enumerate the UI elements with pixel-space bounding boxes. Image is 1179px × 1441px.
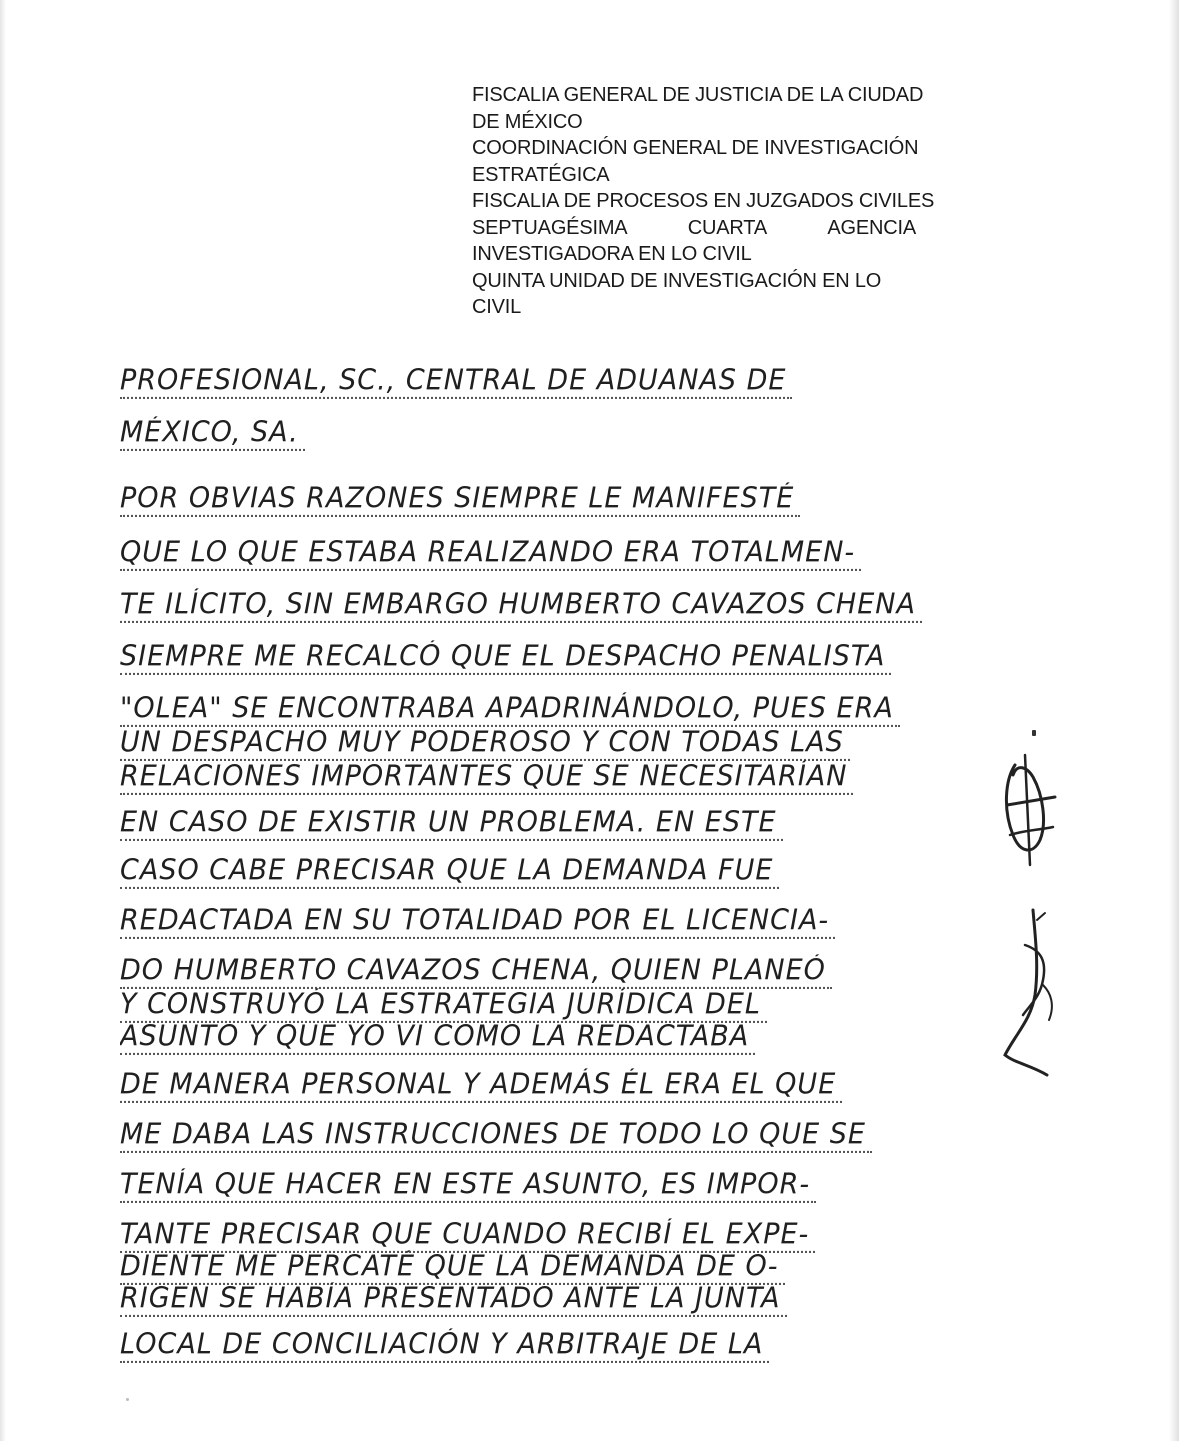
header-word-agencia: AGENCIA — [827, 216, 916, 239]
header-line-6 — [472, 215, 916, 242]
handwritten-line: UN DESPACHO MUY PODEROSO Y CON TODAS LAS — [120, 726, 950, 761]
handwritten-line: RIGEN SE HABÍA PRESENTADO ANTE LA JUNTA — [120, 1282, 950, 1317]
handwritten-line: POR OBVIAS RAZONES SIEMPRE LE MANIFESTÉ — [120, 482, 950, 517]
handwritten-line: MÉXICO, SA. — [120, 416, 950, 451]
handwritten-line: EN CASO DE EXISTIR UN PROBLEMA. EN ESTE — [120, 806, 950, 841]
header-line-4: ESTRATÉGICA — [472, 163, 610, 186]
handwritten-line: TANTE PRECISAR QUE CUANDO RECIBÍ EL EXPE- — [120, 1218, 950, 1253]
handwritten-line: LOCAL DE CONCILIACIÓN Y ARBITRAJE DE LA — [120, 1328, 950, 1363]
handwritten-line: QUE LO QUE ESTABA REALIZANDO ERA TOTALMEN- — [120, 536, 950, 571]
handwritten-line: CASO CABE PRECISAR QUE LA DEMANDA FUE — [120, 854, 950, 889]
header-line-9: CIVIL — [472, 296, 522, 318]
header-line-8: QUINTA UNIDAD DE INVESTIGACIÓN EN LO — [472, 269, 882, 292]
handwritten-line: ASUNTO Y QUE YO VI COMO LA REDACTABA — [120, 1020, 950, 1055]
header-line-5: FISCALIA DE PROCESOS EN JUZGADOS CIVILES — [472, 190, 935, 212]
handwritten-line: DO HUMBERTO CAVAZOS CHENA, QUIEN PLANEÓ — [120, 954, 950, 989]
institution-header — [472, 82, 935, 321]
signature-icon — [985, 735, 1085, 1095]
page-edge-left — [0, 0, 6, 1441]
handwritten-line: DE MANERA PERSONAL Y ADEMÁS ÉL ERA EL QUE — [120, 1068, 950, 1103]
handwritten-line: RELACIONES IMPORTANTES QUE SE NECESITARÍAN — [120, 760, 950, 795]
handwritten-line: PROFESIONAL, SC., CENTRAL DE ADUANAS DE — [120, 364, 950, 399]
stray-dot — [126, 1398, 129, 1401]
handwritten-line: SIEMPRE ME RECALCÓ QUE EL DESPACHO PENALISTA — [120, 640, 950, 675]
handwritten-line: DIENTE ME PERCATÉ QUE LA DEMANDA DE O- — [120, 1250, 950, 1285]
handwritten-line: Y CONSTRUYÓ LA ESTRATEGIA JURÍDICA DEL — [120, 988, 950, 1023]
handwritten-line: TENÍA QUE HACER EN ESTE ASUNTO, ES IMPOR- — [120, 1168, 950, 1203]
header-word-septuagesima: SEPTUAGÉSIMA — [472, 216, 628, 239]
handwritten-line: REDACTADA EN SU TOTALIDAD POR EL LICENCIA- — [120, 904, 950, 939]
header-word-cuarta: CUARTA — [687, 216, 767, 239]
header-line-1: FISCALIA GENERAL DE JUSTICIA DE LA CIUDAD — [472, 84, 924, 106]
margin-signatures — [985, 735, 1085, 1095]
header-line-7: INVESTIGADORA EN LO CIVIL — [472, 243, 752, 265]
header-line-2: DE MÉXICO — [472, 110, 583, 133]
page-edge-right — [1169, 0, 1179, 1441]
handwritten-line: TE ILÍCITO, SIN EMBARGO HUMBERTO CAVAZOS CHENA — [120, 588, 950, 623]
header-line-3: COORDINACIÓN GENERAL DE INVESTIGACIÓN — [472, 137, 919, 159]
handwritten-line: "OLEA" SE ENCONTRABA APADRINÁNDOLO, PUES ERA — [120, 692, 950, 727]
handwritten-line: ME DABA LAS INSTRUCCIONES DE TODO LO QUE SE — [120, 1118, 950, 1153]
